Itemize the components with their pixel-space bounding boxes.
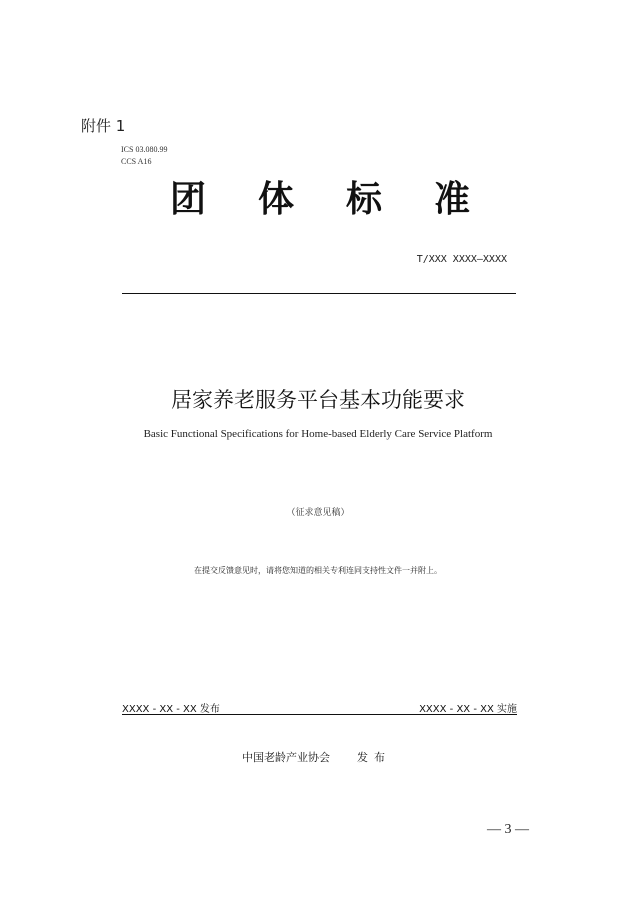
heading-char: 体 — [257, 179, 294, 220]
attachment-label: 附件 1 — [81, 117, 126, 135]
title-english: Basic Functional Specifications for Home-based Elderly Care Service Platform — [143, 428, 493, 440]
publish-word: 发布 — [357, 751, 391, 764]
submission-note: 在提交反馈意见时，请将您知道的相关专利连同支持性文件一并附上。 — [194, 566, 442, 575]
ccs-code: CCS A16 — [121, 157, 152, 166]
heading-char: 团 — [170, 179, 207, 220]
heading-char: 准 — [433, 179, 470, 220]
heading-char: 标 — [345, 179, 382, 220]
page-number: — 3 — — [487, 822, 529, 837]
implement-date: XXXX - XX - XX 实施 — [419, 704, 517, 715]
document-type-heading — [170, 178, 470, 222]
top-divider — [122, 293, 516, 294]
ics-code: ICS 03.080.99 — [121, 145, 168, 154]
standard-number: T/XXX XXXX—XXXX — [416, 254, 507, 265]
bottom-divider — [122, 714, 517, 715]
draft-label: （征求意见稿） — [286, 508, 350, 518]
publisher-name: 中国老龄产业协会 — [242, 751, 330, 764]
publish-date: XXXX - XX - XX 发布 — [122, 704, 220, 715]
title-chinese: 居家养老服务平台基本功能要求 — [171, 388, 465, 412]
